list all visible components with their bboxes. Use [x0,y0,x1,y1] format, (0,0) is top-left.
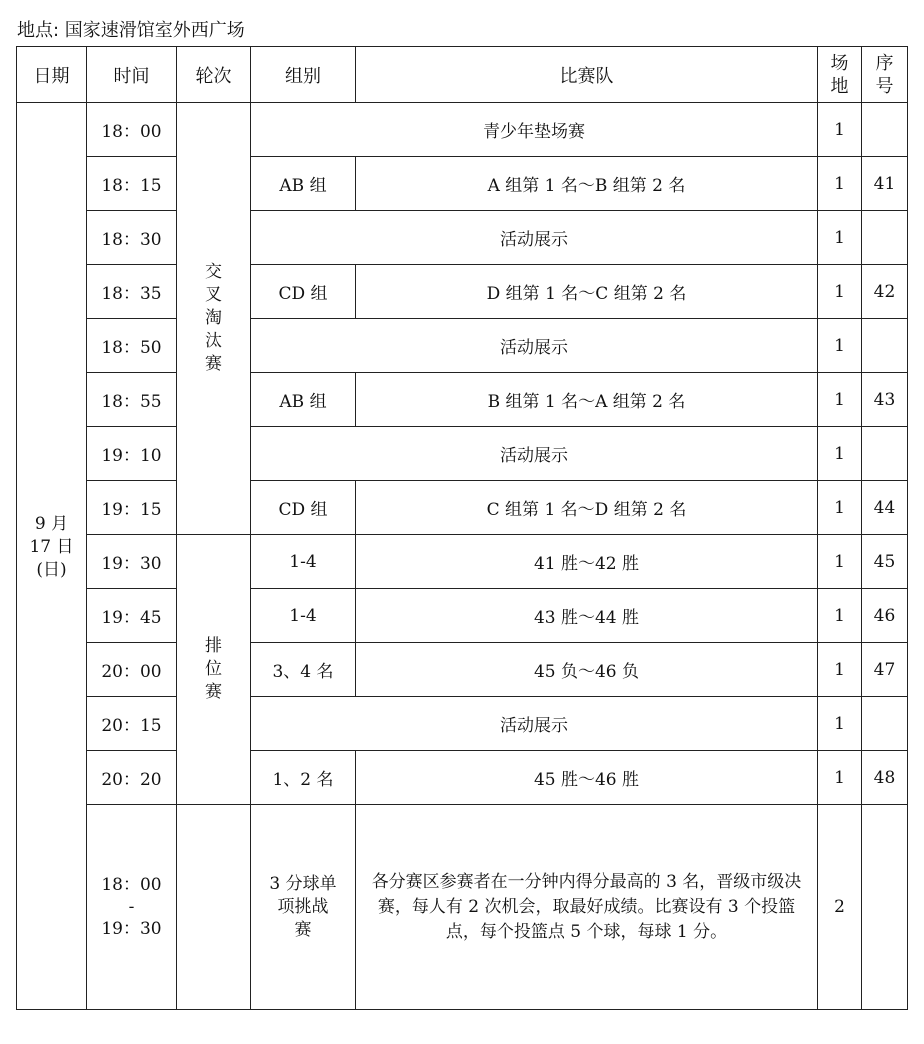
table-row [17,319,908,373]
time-cell: 20：15 [87,697,177,751]
teams-cell: 活动展示 [251,211,818,265]
table-row [17,265,908,319]
court-cell: 1 [818,373,862,427]
header-group: 组别 [251,47,356,103]
header-date: 日期 [17,47,87,103]
time-cell: 19：30 [87,535,177,589]
court-cell: 1 [818,319,862,373]
time-cell: 19：10 [87,427,177,481]
time-cell: 18：55 [87,373,177,427]
seq-cell: 45 [862,535,908,589]
table-row [17,535,908,589]
group-cell: CD 组 [251,265,356,319]
seq-cell: 41 [862,157,908,211]
group-cell: AB 组 [251,157,356,211]
challenge-time-cell: 18：00 - 19：30 [87,805,177,1010]
teams-cell: 45 负～46 负 [356,643,818,697]
court-cell: 1 [818,103,862,157]
seq-cell [862,427,908,481]
seq-cell: 42 [862,265,908,319]
seq-cell [862,697,908,751]
group-cell: CD 组 [251,481,356,535]
teams-cell: C 组第 1 名～D 组第 2 名 [356,481,818,535]
challenge-row [17,805,908,1010]
seq-cell: 43 [862,373,908,427]
seq-cell: 47 [862,643,908,697]
table-row [17,373,908,427]
header-court: 场 地 [818,47,862,103]
court-cell: 1 [818,481,862,535]
seq-cell [862,103,908,157]
seq-cell: 44 [862,481,908,535]
teams-cell: 活动展示 [251,319,818,373]
court-cell: 1 [818,643,862,697]
court-cell: 1 [818,265,862,319]
challenge-desc-cell: 各分赛区参赛者在一分钟内得分最高的 3 名，晋级市级决赛，每人有 2 次机会，取最好成绩。比赛设有 3 个投篮点，每个投篮点 5 个球，每球 1 分。 [356,805,818,1010]
time-cell: 18：00 [87,103,177,157]
table-row [17,481,908,535]
seq-cell [862,211,908,265]
group-cell: 1-4 [251,589,356,643]
time-cell: 20：00 [87,643,177,697]
court-cell: 1 [818,535,862,589]
header-row [17,47,908,103]
challenge-court-cell: 2 [818,805,862,1010]
seq-cell [862,319,908,373]
table-row [17,103,908,157]
table-row [17,751,908,805]
header-time: 时间 [87,47,177,103]
time-cell: 19：15 [87,481,177,535]
table-row [17,157,908,211]
time-cell: 18：15 [87,157,177,211]
time-cell: 18：35 [87,265,177,319]
teams-cell: 43 胜～44 胜 [356,589,818,643]
round-ranking-cell: 排 位 赛 [177,535,251,805]
teams-cell: B 组第 1 名～A 组第 2 名 [356,373,818,427]
teams-cell: 41 胜～42 胜 [356,535,818,589]
court-cell: 1 [818,697,862,751]
time-cell: 18：50 [87,319,177,373]
challenge-seq-cell [862,805,908,1010]
challenge-round-cell [177,805,251,1010]
group-cell: AB 组 [251,373,356,427]
table-row [17,589,908,643]
court-cell: 1 [818,211,862,265]
teams-cell: 青少年垫场赛 [251,103,818,157]
teams-cell: 45 胜～46 胜 [356,751,818,805]
schedule-table [16,46,908,1010]
seq-cell: 46 [862,589,908,643]
round-cross-cell: 交 叉 淘 汰 赛 [177,103,251,535]
court-cell: 1 [818,751,862,805]
court-cell: 1 [818,589,862,643]
header-seq: 序 号 [862,47,908,103]
location-label: 地点: 国家速滑馆室外西广场 [17,20,245,41]
teams-cell: D 组第 1 名～C 组第 2 名 [356,265,818,319]
group-cell: 3、4 名 [251,643,356,697]
time-cell: 19：45 [87,589,177,643]
time-cell: 18：30 [87,211,177,265]
teams-cell: 活动展示 [251,427,818,481]
teams-cell: 活动展示 [251,697,818,751]
seq-cell: 48 [862,751,908,805]
group-cell: 1-4 [251,535,356,589]
table-row [17,427,908,481]
table-row [17,643,908,697]
table-row [17,211,908,265]
table-row [17,697,908,751]
teams-cell: A 组第 1 名～B 组第 2 名 [356,157,818,211]
court-cell: 1 [818,427,862,481]
court-cell: 1 [818,157,862,211]
header-round: 轮次 [177,47,251,103]
group-cell: 1、2 名 [251,751,356,805]
challenge-group-cell: 3 分球单 项挑战 赛 [251,805,356,1010]
header-teams: 比赛队 [356,47,818,103]
time-cell: 20：20 [87,751,177,805]
date-cell: 9 月 17 日 (日) [17,103,87,1010]
